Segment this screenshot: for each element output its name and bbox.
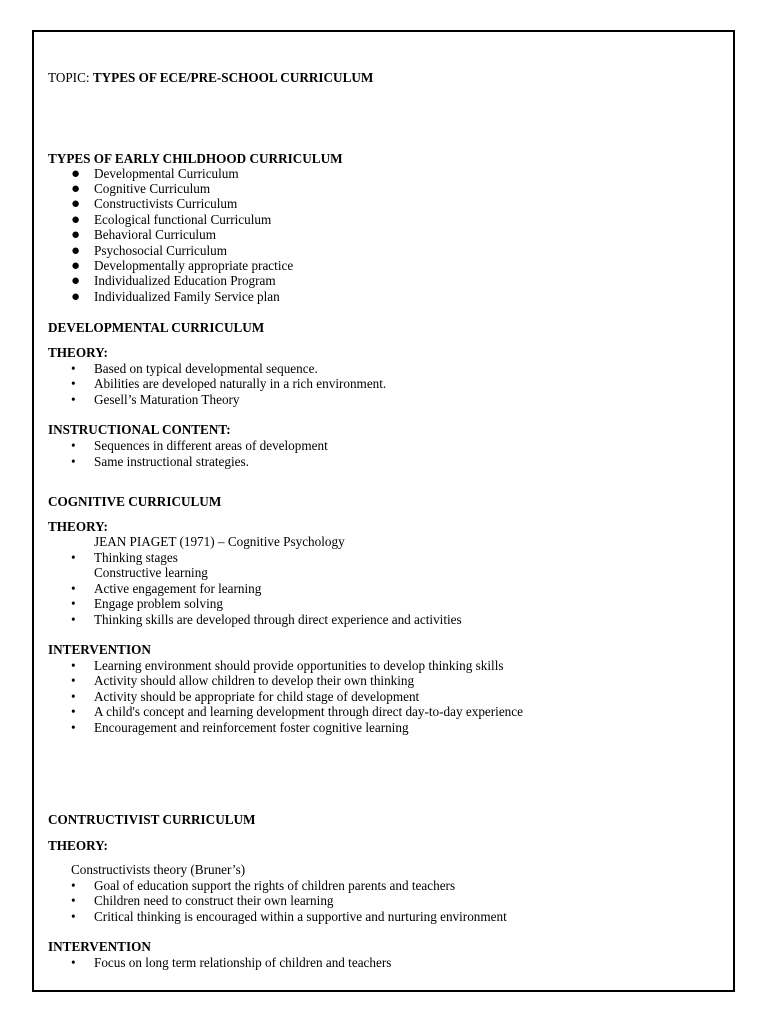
bullet-icon: •: [71, 720, 76, 735]
constructivist-heading: CONTRUCTIVIST CURRICULUM: [48, 812, 256, 827]
bullet-icon: ●: [71, 289, 81, 305]
constructivist-theory-heading: THEORY:: [48, 838, 108, 853]
types-heading: TYPES OF EARLY CHILDHOOD CURRICULUM: [48, 151, 343, 166]
bullet-icon: •: [71, 392, 76, 407]
bullet-icon: •: [71, 376, 76, 391]
bullet-icon: •: [71, 909, 76, 924]
bullet-icon: •: [71, 596, 76, 611]
topic-label: TOPIC:: [48, 70, 93, 85]
bullet-icon: ●: [71, 258, 81, 274]
developmental-heading: DEVELOPMENTAL CURRICULUM: [48, 320, 265, 335]
bullet-icon: •: [71, 673, 76, 688]
bullet-icon: ●: [71, 212, 81, 228]
bullet-icon: •: [71, 878, 76, 893]
constructivist-theory-intro: Constructivists theory (Bruner’s): [71, 862, 246, 877]
bullet-icon: •: [71, 893, 76, 908]
bullet-icon: ●: [71, 196, 81, 212]
bullet-icon: ●: [71, 243, 81, 259]
cognitive-intervention-heading: INTERVENTION: [48, 642, 151, 657]
bullet-icon: ●: [71, 273, 81, 289]
cognitive-heading: COGNITIVE CURRICULUM: [48, 494, 222, 509]
cognitive-theory-intro: JEAN PIAGET (1971) – Cognitive Psychology: [94, 534, 345, 549]
bullet-icon: ●: [71, 227, 81, 243]
topic-line: [48, 70, 373, 86]
bullet-icon: •: [71, 704, 76, 719]
topic-title: TYPES OF ECE/PRE-SCHOOL CURRICULUM: [92, 70, 374, 85]
bullet-icon: •: [71, 438, 76, 453]
developmental-theory-heading: THEORY:: [48, 345, 108, 360]
bullet-icon: •: [71, 612, 76, 627]
bullet-icon: •: [71, 689, 76, 704]
cognitive-theory-heading: THEORY:: [48, 519, 108, 534]
bullet-icon: ●: [71, 166, 81, 182]
instructional-content-heading: INSTRUCTIONAL CONTENT:: [48, 422, 231, 437]
bullet-icon: •: [71, 581, 76, 596]
bullet-icon: •: [71, 454, 76, 469]
constructivist-intervention-heading: INTERVENTION: [48, 939, 151, 954]
document-page: TOPIC: TYPES OF ECE/PRE-SCHOOL CURRICULUM TYPES OF EARLY CHILDHOOD CURRICULUM ● Developmental Curriculum ● Cognitive Curriculum ● Constructivists Curriculum ● Ecological functional Curriculum ● Behavioral Curriculum ● Psychosocial Curriculum ● Developmentally appropriate practice ● Individualized Education Program ● Individualized Family Service plan DEVELOPMENTAL CURRICULUM THEORY: • Based on typical developmental sequence. • Abilities are developed naturally in a rich environment. • Gesell’s Maturation Theory INSTRUCTIONAL CONTENT: • Sequences in different areas of development • Same instructional strategies. COGNITIVE CURRICULUM THEORY: JEAN PIAGET (1971) – Cognitive Psychology • Thinking stages Constructive learning • Active engagement for learning • Engage problem solving • Thinking skills are developed through direct experience and activities INTERVENTION • Learning environment should provide opportunities to develop thinking skills • Activity should allow children to develop their own thinking • Activity should be appropriate for child stage of development • A child's concept and learning development through direct day-to-day experience • Encouragement and reinforcement foster cognitive learning CONTRUCTIVIST CURRICULUM THEORY: Constructivists theory (Bruner’s) • Goal of education support the rights of children parents and teachers • Children need to construct their own learning • Critical thinking is encouraged within a supportive and nurturing environment INTERVENTION • Focus on long term relationship of children and teachers: [32, 30, 735, 992]
cognitive-theory-sub: Constructive learning: [94, 565, 208, 580]
bullet-icon: ●: [71, 181, 81, 197]
bullet-icon: •: [71, 361, 76, 376]
bullet-icon: •: [71, 550, 76, 565]
bullet-icon: •: [71, 658, 76, 673]
bullet-icon: •: [71, 955, 76, 970]
